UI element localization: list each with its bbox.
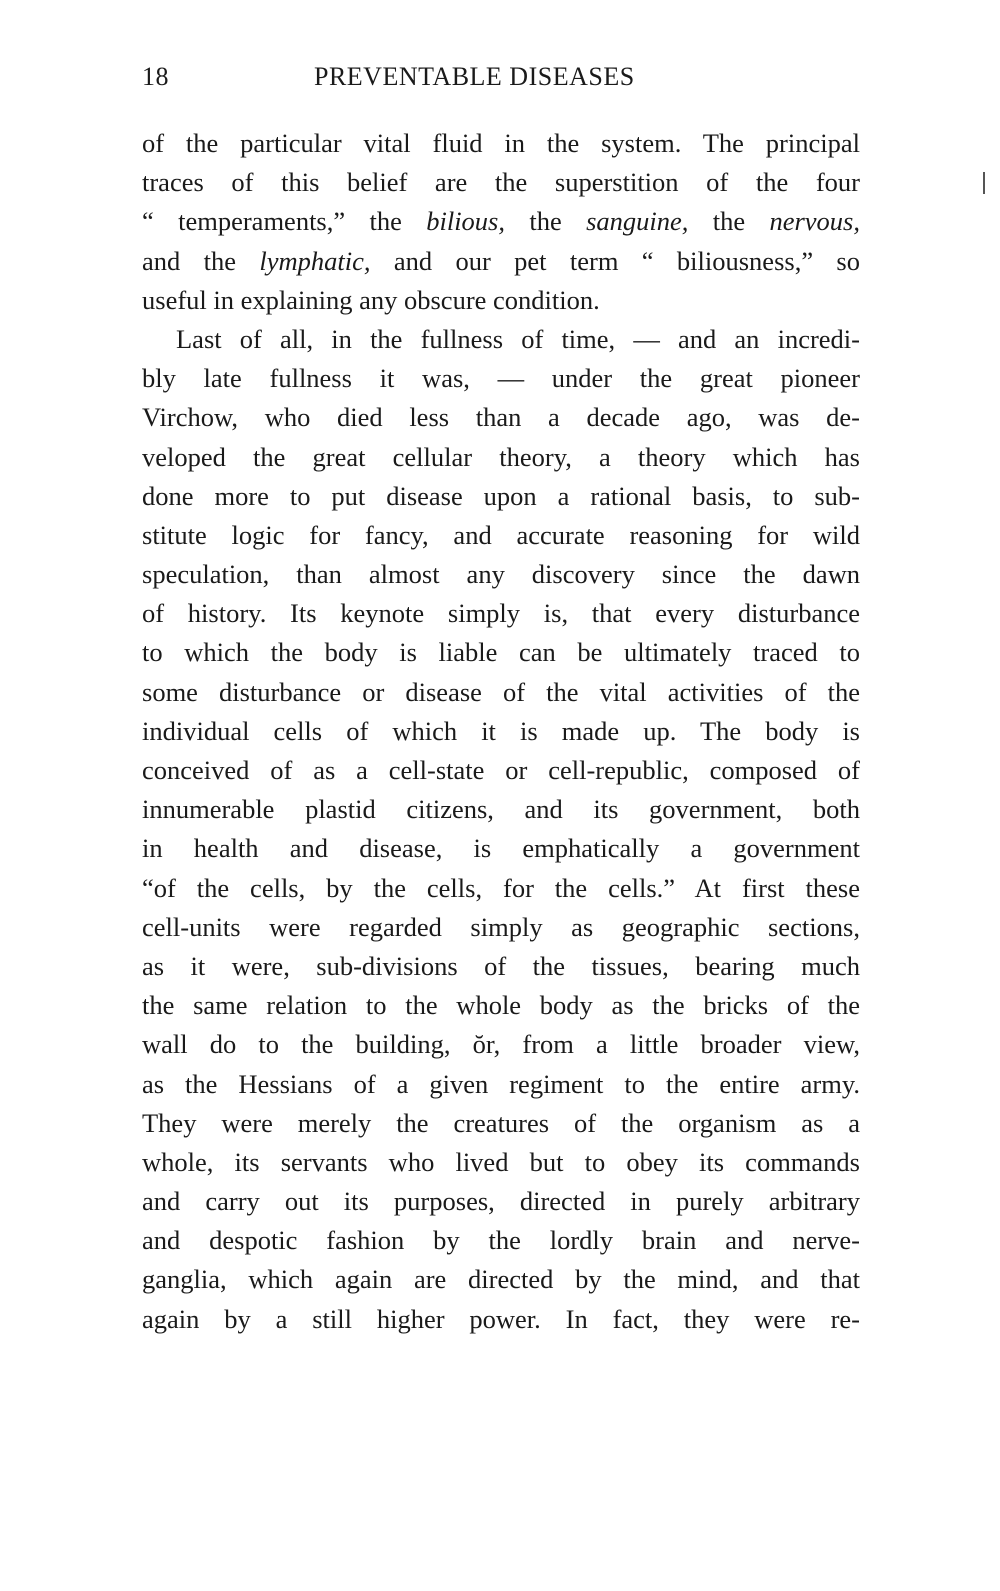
text-line: ganglia, which again are directed by the mind, and that (142, 1264, 860, 1295)
text-line: Last of all, in the fullness of time, — and an incredi- (176, 323, 860, 354)
text-line: of the particular vital fluid in the system. The principal (142, 128, 860, 158)
text-line: speculation, than almost any discovery since the dawn (142, 559, 860, 590)
text-line: “ temperaments,” the bilious, the sanguine, the nervous, (142, 206, 860, 237)
text-line: of history. Its keynote simply is, that every disturbance (142, 598, 860, 629)
text-line: done more to put disease upon a rational basis, to sub- (142, 480, 860, 511)
text-line: and the lymphatic, and our pet term “ biliousness,” so (142, 245, 860, 276)
text-line: traces of this belief are the superstition of the four (142, 167, 860, 198)
text-line: bly late fullness it was, — under the great pioneer (142, 363, 860, 394)
text-line: whole, its servants who lived but to obey its commands (142, 1146, 860, 1177)
text-line: in health and disease, is emphatically a government (142, 833, 860, 864)
text-line: and carry out its purposes, directed in purely arbitrary (142, 1186, 860, 1217)
text-line: They were merely the creatures of the organism as a (142, 1107, 860, 1138)
running-title: PREVENTABLE DISEASES (314, 62, 635, 91)
text-line: stitute logic for fancy, and accurate reasoning for wild (142, 519, 860, 550)
page-header (142, 62, 860, 102)
italic-term: bilious, (426, 206, 505, 237)
text-line: Virchow, who died less than a decade ago, was de- (142, 402, 860, 433)
text-line: as it were, sub-divisions of the tissues, bearing much (142, 950, 860, 981)
italic-term: sanguine, (586, 206, 689, 237)
text-line: useful in explaining any obscure condition. (142, 284, 600, 315)
text-line: some disturbance or disease of the vital activities of the (142, 676, 860, 707)
text-line: again by a still higher power. In fact, they were re- (142, 1303, 860, 1334)
text-line: wall do to the building, ŏr, from a little broader view, (142, 1029, 860, 1060)
text-line: to which the body is liable can be ultimately traced to (142, 637, 860, 668)
text-line: conceived of as a cell-state or cell-republic, composed of (142, 755, 860, 785)
margin-mark (983, 172, 985, 194)
text-line: innumerable plastid citizens, and its government, both (142, 794, 860, 825)
text-line: as the Hessians of a given regiment to the entire army. (142, 1068, 860, 1099)
body-text (142, 124, 860, 1339)
text-line: cell-units were regarded simply as geographic sections, (142, 911, 860, 942)
italic-term: lymphatic, (259, 245, 371, 276)
text-line: and despotic fashion by the lordly brain and nerve- (142, 1225, 860, 1256)
italic-term: nervous, (769, 206, 860, 237)
text-line: veloped the great cellular theory, a theory which has (142, 441, 860, 472)
page-number: 18 (142, 62, 169, 91)
text-line: individual cells of which it is made up. The body is (142, 715, 860, 746)
text-line: “of the cells, by the cells, for the cells.” At first these (142, 872, 860, 903)
text-line: the same relation to the whole body as the bricks of the (142, 990, 860, 1021)
